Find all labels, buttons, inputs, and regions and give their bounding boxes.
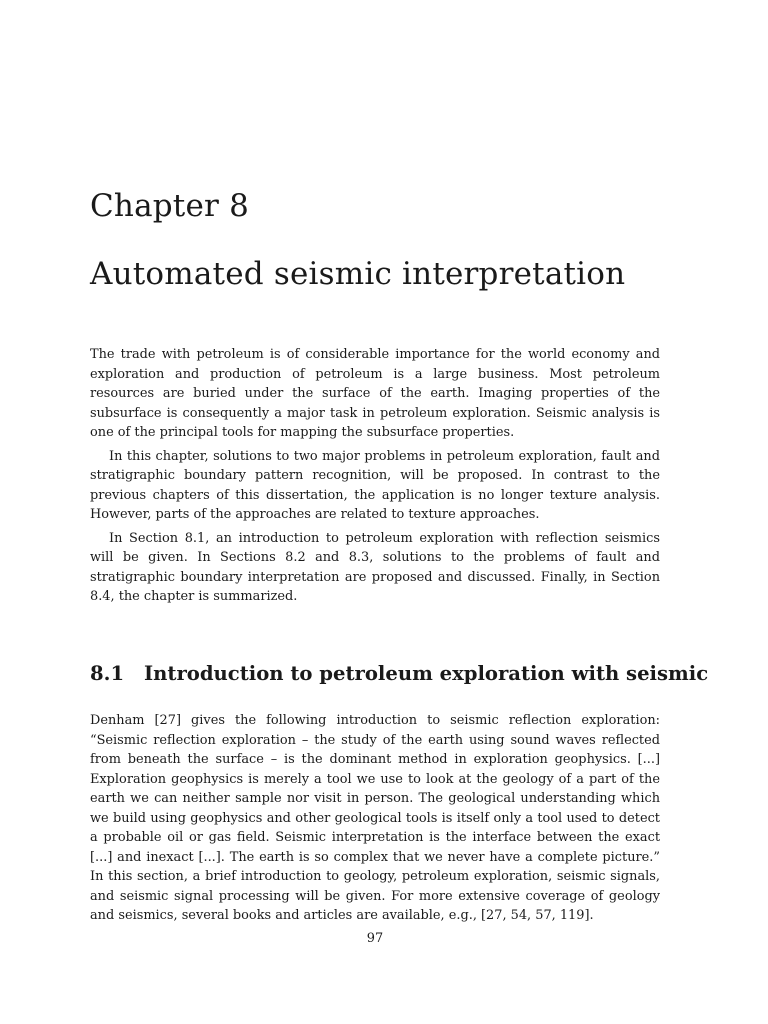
chapter-title: Automated seismic interpretation bbox=[90, 256, 626, 292]
section-heading bbox=[90, 660, 709, 688]
section-paragraph-1: Denham [27] gives the following introduction to seismic reflection exploration: “Seismic reflection exploration – the study of the earth using sound waves reflected from beneath the surface – is the dominant method in exploration geophysics. [...] Exploration geophysics is merely a tool we use to look at the geology of a part of the earth we can neither sample nor visit in person. The geological understanding which we build using geophysics and other geological tools is itself only a tool used to detect a probable oil or gas field. Seismic interpretation is the interface between the exact [...] and inexact [...]. The earth is so complex that we never have a complete picture.” In this section, a brief introduction to geology, petroleum exploration, seismic signals, and seismic signal processing will be given. For more extensive coverage of geology and seismics, several books and articles are available, e.g., [27, 54, 57, 119]. bbox=[90, 713, 660, 923]
page-number: 97 bbox=[366, 931, 384, 946]
chapter-intro bbox=[90, 345, 660, 607]
section-title: Introduction to petroleum exploration with seismic bbox=[144, 662, 709, 685]
intro-paragraph-1: The trade with petroleum is of considerable importance for the world economy and exploration and production of petroleum is a large business. Most petroleum resources are buried under the surface of the earth. Imaging properties of the subsurface is consequently a major task in petroleum exploration. Seismic analysis is one of the principal tools for mapping the subsurface properties. bbox=[90, 347, 660, 440]
intro-paragraph-2: In this chapter, solutions to two major problems in petroleum exploration, fault and stratigraphic boundary pattern recognition, will be proposed. In contrast to the previous chapters of this dissertation, the application is no longer texture analysis. However, parts of the approaches are related to texture approaches. bbox=[90, 448, 660, 522]
chapter-label: Chapter 8 bbox=[90, 188, 250, 224]
intro-paragraph-3: In Section 8.1, an introduction to petroleum exploration with reflection seismics will be given. In Sections 8.2 and 8.3, solutions to the problems of fault and stratigraphic boundary interpretation are proposed and discussed. Finally, in Section 8.4, the chapter is summarized. bbox=[90, 530, 660, 604]
section-number: 8.1 bbox=[90, 662, 125, 685]
section-body bbox=[90, 711, 660, 926]
document-page bbox=[90, 0, 709, 1024]
